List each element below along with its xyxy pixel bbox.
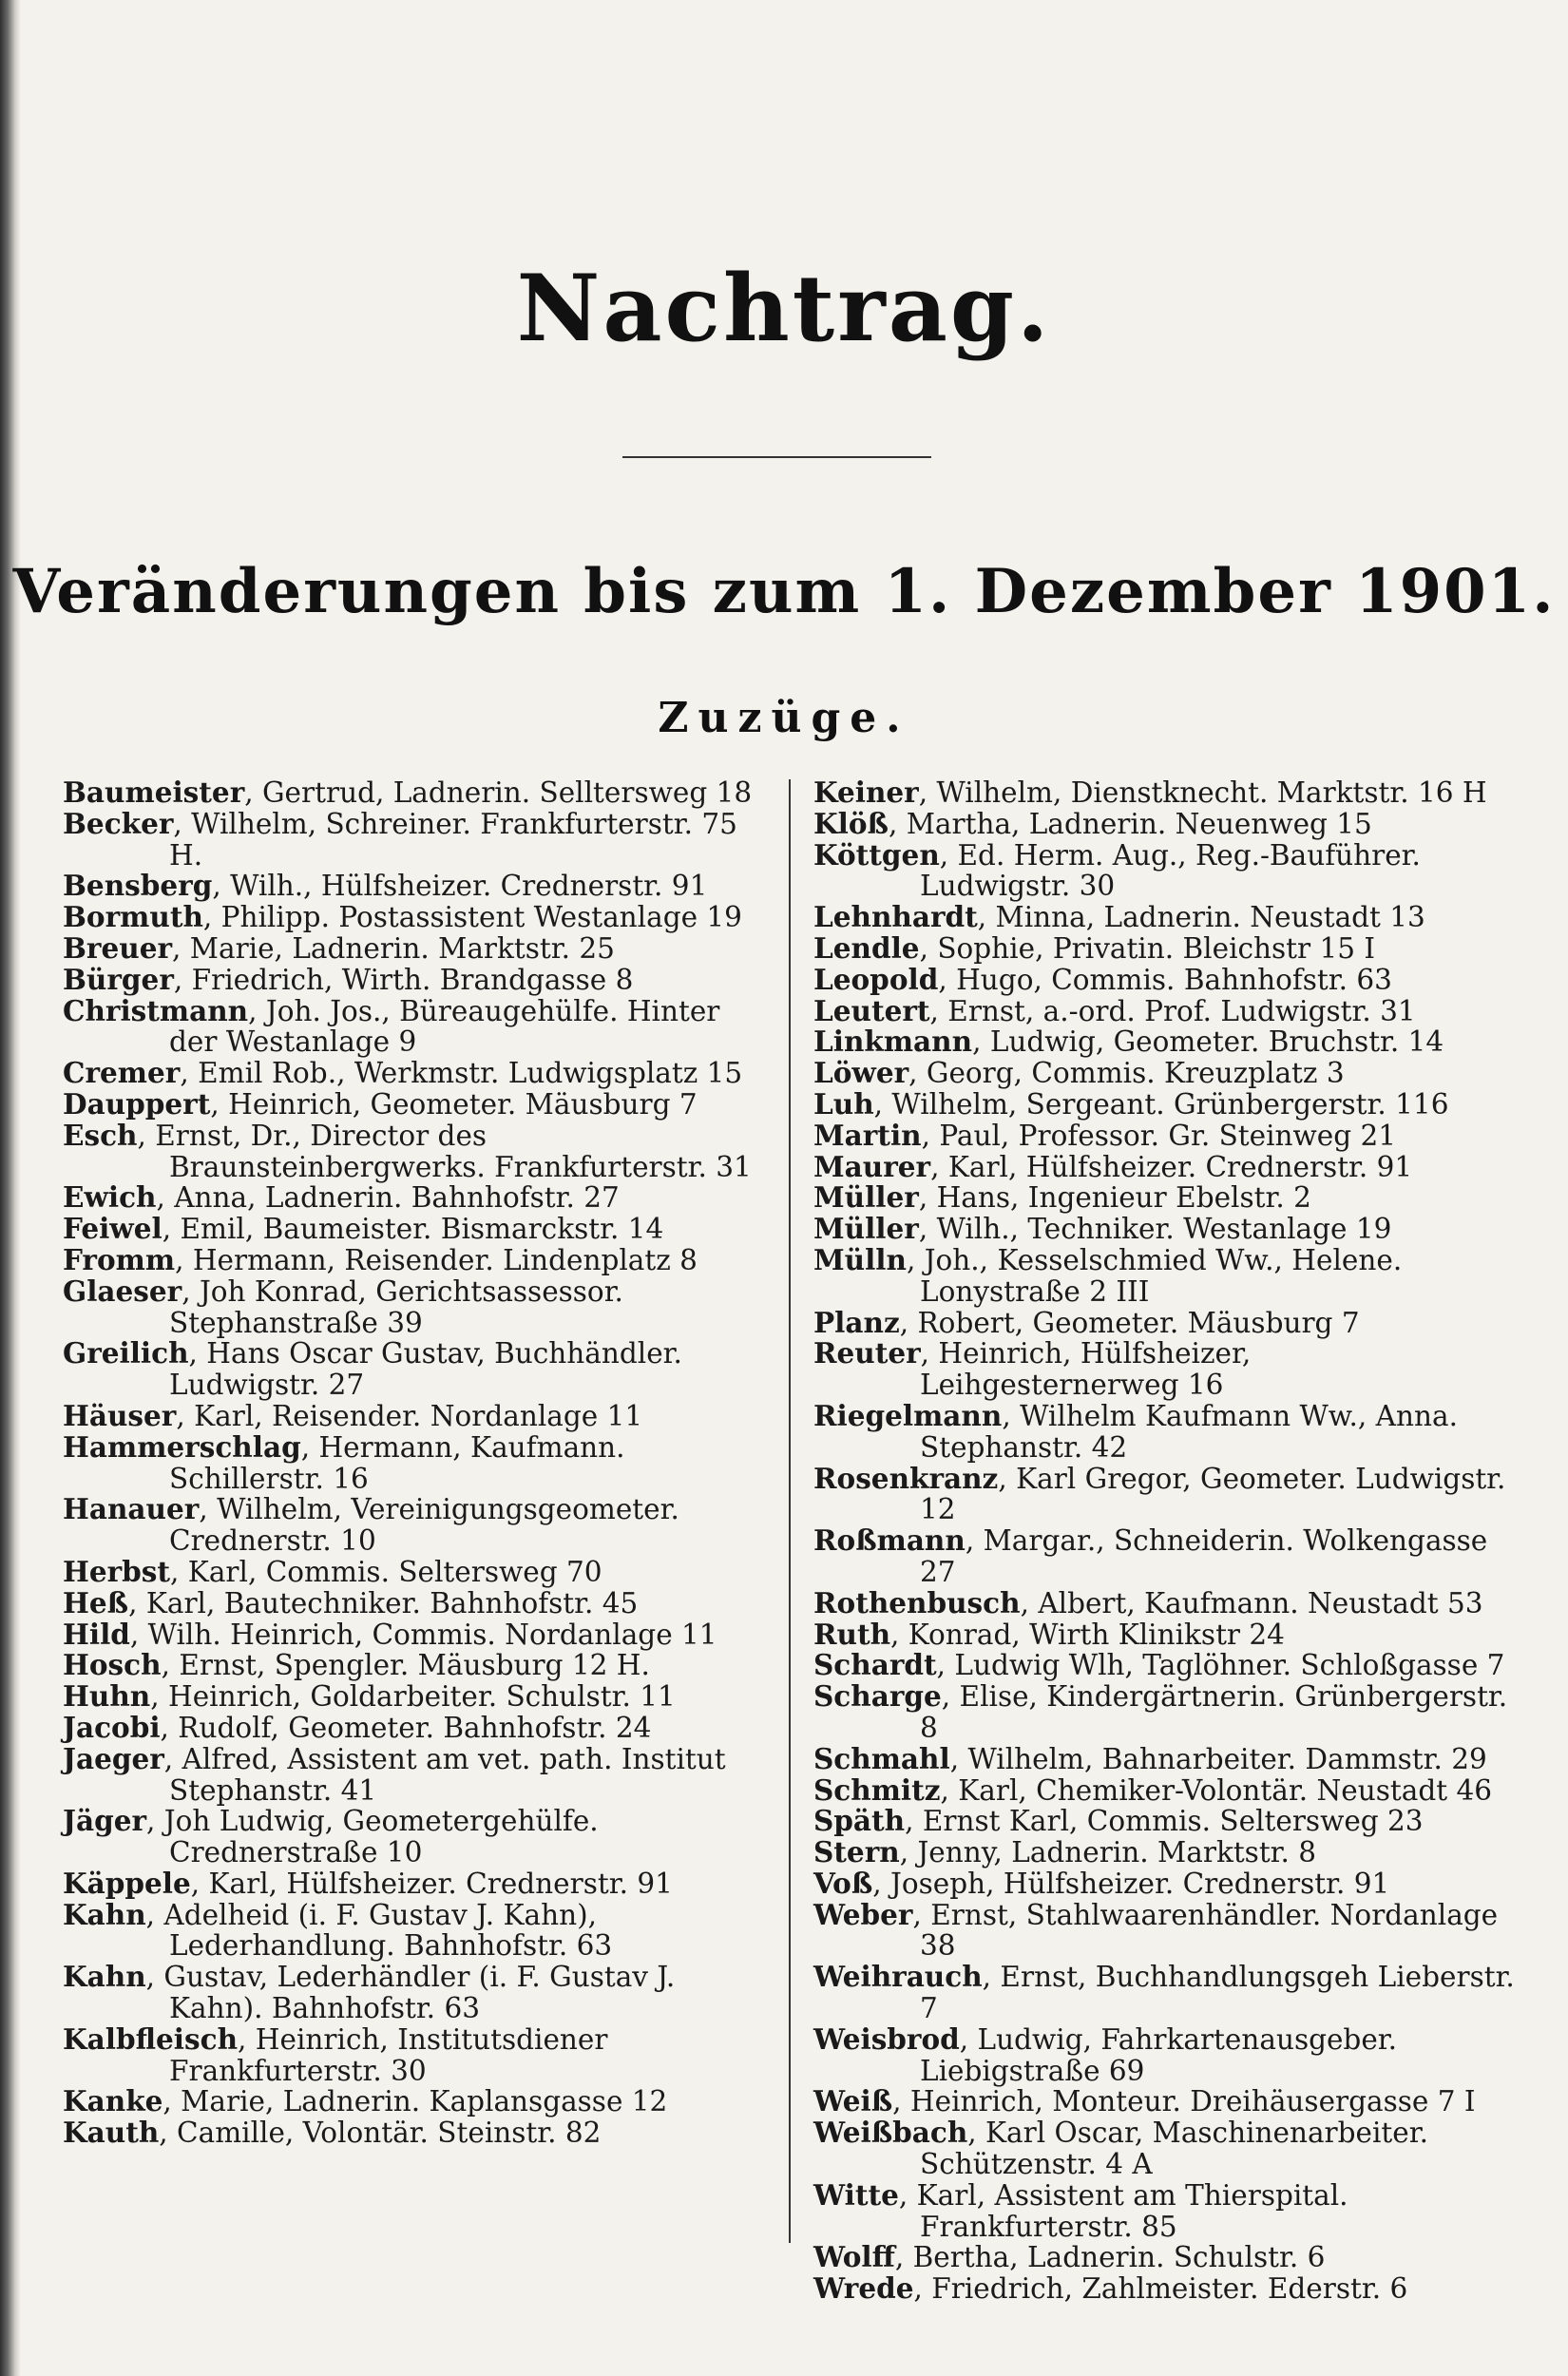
directory-entry (63, 1118, 766, 1183)
entry-details: , Wilhelm, Bahnarbeiter. Dammstr. 29 (949, 1742, 1487, 1775)
directory-entry (63, 1429, 766, 1495)
entry-details: , Ernst, Buchhandlungsgeh Lieberstr. 7 (920, 1961, 1515, 2025)
directory-entry (813, 930, 1517, 965)
directory-entry (63, 2117, 766, 2149)
entry-details: , Hans, Ingenieur Ebelstr. 2 (918, 1181, 1311, 1215)
column-divider (789, 779, 791, 2243)
directory-entry (813, 902, 1517, 933)
entry-surname: Leutert (813, 993, 930, 1027)
directory-entry (813, 2242, 1517, 2273)
entry-surname: Dauppert (63, 1086, 211, 1121)
entry-surname: Roßmann (813, 1523, 966, 1558)
directory-entry (813, 1837, 1517, 1868)
entry-details: , Sophie, Privatin. Bleichstr 15 I (919, 931, 1376, 965)
entry-surname: Witte (813, 2177, 899, 2212)
directory-entry (63, 2086, 766, 2117)
entry-surname: Planz (813, 1305, 900, 1339)
entry-surname: Rothenbusch (813, 1585, 1021, 1619)
entry-details: , Philipp. Postassistent Westanlage 19 (202, 901, 742, 934)
directory-entry (813, 1086, 1517, 1121)
directory-entry (813, 962, 1517, 996)
directory-entry (63, 1058, 766, 1089)
entry-surname: Glaeser (63, 1274, 182, 1308)
entry-details: , Wilh. Heinrich, Commis. Nordanlage 11 (129, 1618, 717, 1651)
entry-details: , Karl, Commis. Seltersweg 70 (170, 1555, 602, 1588)
entry-surname: Köttgen (813, 837, 940, 872)
entry-details: , Wilh., Hülfsheizer. Crednerstr. 91 (212, 870, 708, 903)
directory-entry (813, 2086, 1517, 2117)
entry-surname: Feiwel (63, 1212, 163, 1246)
directory-entry (813, 2177, 1517, 2243)
entry-surname: Stern (813, 1835, 900, 1869)
directory-entry (63, 962, 766, 996)
entry-surname: Riegelmann (813, 1398, 1003, 1432)
entry-surname: Huhn (63, 1679, 151, 1714)
entry-details: , Alfred, Assistent am vet. path. Institut Stephanstr. 41 (163, 1742, 726, 1807)
directory-entry (63, 1182, 766, 1214)
entry-surname: Späth (813, 1804, 906, 1838)
entry-surname: Mülln (813, 1242, 907, 1276)
entry-surname: Becker (63, 806, 174, 840)
directory-entry (63, 1868, 766, 1900)
entry-details: , Ernst, Dr., Director des Braunsteinbergwerks. Frankfurterstr. 31 (137, 1119, 752, 1183)
entry-details: , Ernst, a.-ord. Prof. Ludwigstr. 31 (929, 994, 1416, 1027)
directory-entry (63, 777, 766, 809)
entry-details: , Gustav, Lederhändler (i. F. Gustav J. Kahn). Bahnhofstr. 63 (145, 1961, 676, 2025)
entry-details: , Camille, Volontär. Steinstr. 82 (159, 2117, 602, 2150)
entry-surname: Luh (813, 1086, 874, 1121)
entry-details: , Joh Ludwig, Geometergehülfe. Crednerstraße 10 (146, 1805, 599, 1869)
directory-entry (63, 2024, 766, 2087)
directory-entry (63, 930, 766, 965)
entry-details: , Gertrud, Ladnerin. Selltersweg 18 (244, 776, 753, 809)
entry-details: , Ed. Herm. Aug., Reg.-Bauführer. Ludwigstr. 30 (920, 838, 1421, 903)
entry-surname: Kahn (63, 1897, 146, 1931)
entry-surname: Fromm (63, 1242, 176, 1276)
entry-details: , Wilhelm, Schreiner. Frankfurterstr. 75 H. (169, 807, 737, 872)
directory-entry (63, 1710, 766, 1744)
entry-surname: Kauth (63, 2116, 160, 2150)
directory-entry (813, 1585, 1517, 1619)
entry-surname: Müller (813, 1180, 919, 1215)
entry-details: , Karl, Bautechniker. Bahnhofstr. 45 (128, 1586, 639, 1619)
entry-details: , Ludwig Wlh, Taglöhner. Schloßgasse 7 (936, 1649, 1505, 1682)
directory-entry (813, 1650, 1517, 1681)
entry-surname: Martin (813, 1118, 922, 1152)
directory-entry (63, 871, 766, 902)
directory-entry (813, 1525, 1517, 1588)
entry-surname: Häuser (63, 1398, 177, 1432)
entry-details: , Albert, Kaufmann. Neustadt 53 (1020, 1586, 1483, 1619)
directory-entry (63, 1806, 766, 1868)
directory-entry (813, 1305, 1517, 1339)
directory-entry (813, 1868, 1517, 1900)
directory-entry (63, 902, 766, 933)
entry-surname: Schmahl (813, 1741, 950, 1775)
entry-details: , Heinrich, Monteur. Dreihäusergasse 7 I (892, 2085, 1476, 2118)
entry-surname: Kalbfleisch (63, 2022, 239, 2056)
directory-entry (813, 1962, 1517, 2024)
entry-surname: Jacobi (63, 1710, 161, 1744)
entry-details: , Ernst, Spengler. Mäusburg 12 H. (161, 1649, 650, 1682)
entry-details: , Marie, Ladnerin. Kaplansgasse 12 (163, 2085, 668, 2118)
entry-details: , Heinrich, Goldarbeiter. Schulstr. 11 (150, 1680, 676, 1714)
directory-entry (813, 806, 1517, 840)
entry-surname: Scharge (813, 1679, 942, 1714)
entry-surname: Klöß (813, 806, 889, 840)
entry-surname: Greilich (63, 1336, 189, 1370)
directory-entry (63, 1619, 766, 1651)
directory-entry (813, 2273, 1517, 2305)
entry-details: , Jenny, Ladnerin. Marktstr. 8 (899, 1836, 1317, 1869)
entry-surname: Jaeger (63, 1741, 164, 1775)
entry-details: , Margar., Schneiderin. Wolkengasse 27 (920, 1524, 1488, 1588)
entry-surname: Lendle (813, 930, 920, 965)
directory-entry (813, 1806, 1517, 1837)
entry-surname: Linkmann (813, 1025, 973, 1059)
entry-details: , Friedrich, Zahlmeister. Ederstr. 6 (913, 2272, 1408, 2306)
entry-details: , Karl, Reisender. Nordanlage 11 (176, 1399, 643, 1432)
directory-entry (63, 993, 766, 1059)
entry-surname: Breuer (63, 930, 173, 965)
entry-details: , Marie, Ladnerin. Marktstr. 25 (172, 931, 615, 965)
entry-surname: Ruth (813, 1617, 891, 1651)
left-column (63, 777, 766, 2149)
entry-details: , Friedrich, Wirth. Brandgasse 8 (173, 963, 634, 996)
entry-surname: Jäger (63, 1804, 147, 1838)
directory-entry (63, 1681, 766, 1713)
directory-entry (63, 806, 766, 872)
entry-details: , Ernst Karl, Commis. Seltersweg 23 (905, 1805, 1424, 1838)
entry-details: , Karl Gregor, Geometer. Ludwigstr. 12 (920, 1462, 1506, 1526)
entry-details: , Georg, Commis. Kreuzplatz 3 (908, 1057, 1345, 1090)
entry-details: , Wilh., Techniker. Westanlage 19 (918, 1213, 1392, 1246)
entry-surname: Keiner (813, 776, 919, 809)
entry-details: , Robert, Geometer. Mäusburg 7 (899, 1306, 1360, 1339)
entry-surname: Leopold (813, 962, 939, 996)
entry-details: , Minna, Ladnerin. Neustadt 13 (977, 901, 1425, 934)
entry-details: , Hermann, Kaufmann. Schillerstr. 16 (169, 1430, 625, 1495)
entry-details: , Joh. Jos., Büreaugehülfe. Hinter der Westanlage 9 (169, 994, 720, 1059)
directory-entry (63, 1585, 766, 1619)
entry-details: , Martha, Ladnerin. Neuenweg 15 (888, 807, 1372, 840)
directory-entry (813, 1681, 1517, 1744)
directory-entry (63, 1741, 766, 1807)
entry-details: , Joh Konrad, Gerichtsassessor. Stephanstraße 39 (169, 1274, 623, 1339)
entry-surname: Ewich (63, 1180, 157, 1215)
entry-details: , Adelheid (i. F. Gustav J. Kahn), Lederhandlung. Bahnhofstr. 63 (145, 1898, 613, 1963)
directory-entry (63, 1494, 766, 1557)
entry-details: , Rudolf, Geometer. Bahnhofstr. 24 (160, 1711, 652, 1744)
section-heading: Zuzüge. (658, 694, 910, 742)
directory-entry (813, 2117, 1517, 2180)
directory-entry (813, 1058, 1517, 1089)
directory-entry (813, 2024, 1517, 2087)
entry-details: , Karl, Chemiker-Volontär. Neustadt 46 (940, 1773, 1492, 1807)
entry-details: , Anna, Ladnerin. Bahnhofstr. 27 (156, 1181, 620, 1215)
directory-entry (63, 1338, 766, 1401)
directory-entry (813, 1461, 1517, 1526)
entry-surname: Wrede (813, 2271, 914, 2306)
entry-details: , Emil, Baumeister. Bismarckstr. 14 (162, 1213, 664, 1246)
entry-surname: Cremer (63, 1056, 181, 1090)
entry-surname: Weißbach (813, 2116, 968, 2150)
page-title: Nachtrag. (516, 255, 1052, 362)
entry-details: , Emil Rob., Werkmstr. Ludwigsplatz 15 (180, 1057, 743, 1090)
entry-details: , Karl Oscar, Maschinenarbeiter. Schützenstr. 4 A (920, 2117, 1428, 2181)
entry-surname: Wolff (813, 2240, 895, 2274)
entry-details: , Paul, Professor. Gr. Steinweg 21 (921, 1119, 1397, 1152)
directory-entry (63, 1242, 766, 1276)
entry-details: , Joh., Kesselschmied Ww., Helene. Lonystraße 2 III (906, 1243, 1403, 1308)
entry-surname: Hammerschlag (63, 1429, 301, 1464)
entry-details: , Konrad, Wirth Klinikstr 24 (890, 1618, 1285, 1651)
entry-surname: Herbst (63, 1554, 171, 1588)
entry-details: , Hans Oscar Gustav, Buchhändler. Ludwigstr. 27 (169, 1337, 682, 1402)
entry-surname: Reuter (813, 1336, 921, 1370)
directory-entry (63, 1650, 766, 1681)
directory-entry (63, 1086, 766, 1121)
directory-entry (63, 1214, 766, 1245)
entry-surname: Weiß (813, 2084, 893, 2118)
entry-surname: Kanke (63, 2084, 163, 2118)
entry-details: , Bertha, Ladnerin. Schulstr. 6 (894, 2241, 1326, 2274)
entry-surname: Weihrauch (813, 1960, 983, 1994)
directory-entry (813, 1242, 1517, 1308)
directory-entry (63, 1554, 766, 1588)
entry-surname: Schardt (813, 1648, 937, 1682)
entry-details: , Wilhelm, Sergeant. Grünbergerstr. 116 (873, 1087, 1449, 1121)
entry-details: , Wilhelm, Dienstknecht. Marktstr. 16 H (918, 776, 1487, 809)
entry-surname: Schmitz (813, 1772, 941, 1807)
directory-entry (63, 1897, 766, 1963)
entry-details: , Hugo, Commis. Bahnhofstr. 63 (938, 963, 1392, 996)
directory-entry (813, 1338, 1517, 1401)
directory-entry (813, 1398, 1517, 1464)
entry-details: , Karl, Assistent am Thierspital. Frankfurterstr. 85 (898, 2178, 1348, 2243)
directory-entry (813, 1619, 1517, 1651)
entry-surname: Bensberg (63, 869, 213, 903)
directory-entry (813, 1772, 1517, 1807)
directory-entry (813, 1897, 1517, 1963)
entry-details: , Karl, Hülfsheizer. Crednerstr. 91 (190, 1867, 673, 1900)
entry-surname: Müller (813, 1212, 919, 1246)
entry-surname: Heß (63, 1585, 129, 1619)
entry-surname: Baumeister (63, 776, 245, 809)
entry-details: , Ludwig, Fahrkartenausgeber. Liebigstraße 69 (920, 2022, 1398, 2087)
title-divider (622, 456, 931, 458)
entry-details: , Hermann, Reisender. Lindenplatz 8 (175, 1243, 698, 1276)
entry-surname: Weisbrod (813, 2022, 960, 2056)
directory-entry (63, 1276, 766, 1339)
directory-entry (813, 1149, 1517, 1183)
entry-details: , Heinrich, Hülfsheizer, Leihgesternerweg 16 (920, 1337, 1252, 1402)
entry-details: , Heinrich, Institutsdiener Frankfurterstr. 30 (169, 2022, 608, 2087)
entry-details: , Ludwig, Geometer. Bruchstr. 14 (972, 1025, 1444, 1059)
directory-entry (813, 1182, 1517, 1214)
page-subtitle: Veränderungen bis zum 1. Dezember 1901. (12, 556, 1556, 627)
entry-details: , Karl, Hülfsheizer. Crednerstr. 91 (930, 1150, 1413, 1183)
entry-surname: Kahn (63, 1960, 146, 1994)
right-column (813, 777, 1517, 2305)
directory-entry (813, 837, 1517, 903)
directory-entry (813, 1214, 1517, 1245)
directory-entry (813, 1741, 1517, 1775)
entry-details: , Elise, Kindergärtnerin. Grünbergerstr. 8 (920, 1680, 1508, 1744)
directory-entry (813, 1118, 1517, 1152)
directory-entry (813, 993, 1517, 1027)
entry-surname: Maurer (813, 1149, 931, 1183)
entry-details: , Wilhelm Kaufmann Ww., Anna. Stephanstr. 42 (920, 1399, 1458, 1464)
entry-surname: Bürger (63, 962, 174, 996)
directory-entry (813, 777, 1517, 809)
entry-surname: Bormuth (63, 900, 203, 934)
entry-surname: Rosenkranz (813, 1461, 999, 1495)
entry-details: , Heinrich, Geometer. Mäusburg 7 (210, 1087, 698, 1121)
entry-surname: Löwer (813, 1056, 909, 1090)
entry-surname: Esch (63, 1118, 138, 1152)
entry-surname: Lehnhardt (813, 900, 978, 934)
entry-surname: Weber (813, 1897, 913, 1931)
entry-surname: Hild (63, 1617, 130, 1651)
directory-entry (63, 1962, 766, 2024)
entry-details: , Ernst, Stahlwaarenhändler. Nordanlage 38 (912, 1898, 1499, 1963)
entry-surname: Christmann (63, 993, 249, 1027)
entry-surname: Hanauer (63, 1492, 200, 1526)
directory-entry (63, 1398, 766, 1432)
entry-surname: Hosch (63, 1648, 162, 1682)
entry-surname: Voß (813, 1866, 873, 1900)
entry-details: , Joseph, Hülfsheizer. Crednerstr. 91 (872, 1867, 1390, 1900)
entry-details: , Wilhelm, Vereinigungsgeometer. Crednerstr. 10 (169, 1493, 679, 1558)
entry-surname: Käppele (63, 1866, 191, 1900)
directory-entry (813, 1026, 1517, 1058)
